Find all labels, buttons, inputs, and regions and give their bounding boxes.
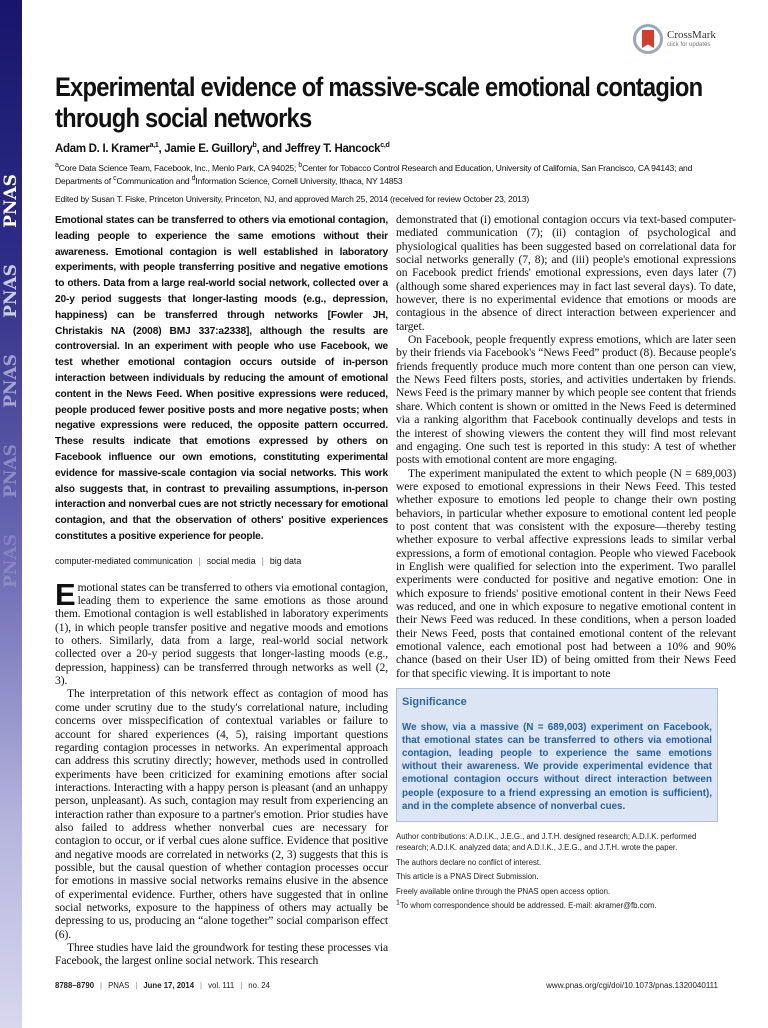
two-column-body [55, 213, 736, 968]
significance-text: We show, via a massive (N = 689,003) experiment on Facebook, that emotional states can be transferred to others via emotional contagion, leading people to experience the same emotions without their awareness. We provide experimental evidence that emotional contagion occurs without direct interaction between people (exposure to a friend expressing an emotion is sufficient), and in the complete absence of nonverbal cues. [402, 722, 712, 812]
author-affil-sup: c,d [380, 142, 390, 150]
body-paragraph [55, 576, 388, 688]
submission-note: This article is a PNAS Direct Submission. [396, 872, 539, 882]
journal-name: PNAS [108, 980, 130, 990]
significance-title: Significance [402, 696, 467, 709]
author-list [55, 142, 736, 156]
keyword: big data [269, 555, 302, 566]
page-footer-citation: 8788–8790 | PNAS | June 17, 2014 | vol. 111 | no. 24 [55, 980, 270, 990]
author-sep: , [158, 143, 165, 155]
author-affil-sup: b [252, 142, 257, 150]
affil-text: Core Data Science Team, Facebook, Inc., Menlo Park, CA 94025; [58, 163, 299, 173]
author-name: Adam D. I. Kramer [55, 143, 150, 155]
doi-link[interactable]: www.pnas.org/cgi/doi/10.1073/pnas.1320040111 [546, 980, 718, 990]
author-affil-sup: a,1 [149, 142, 159, 150]
footnotes [396, 831, 718, 912]
affil-sup: c [113, 175, 117, 183]
affil-sup: b [298, 162, 303, 170]
access-note: Freely available online through the PNAS open access option. [396, 886, 611, 896]
body-paragraph: Three studies have laid the groundwork for testing these processes via Facebook, the largest online social network. This research [55, 941, 388, 968]
crossmark-label: CrossMark [667, 29, 716, 41]
footnote-sup: 1 [396, 899, 400, 907]
affil-text: Information Science, Cornell University, Ithaca, NY 14853 [195, 176, 403, 186]
crossmark-badge[interactable] [633, 24, 716, 54]
body-paragraph: demonstrated that (i) emotional contagion occurs via text-based computer-mediated communication (7); (ii) contagion of psychological and physiological qualities has been suggested based on correlational data for social networks generally (7, 8); and (iii) people's emotional expressions on Facebook predict friends' emotional expressions, even days later (7) (although some shared experiences may in fact last several days). To date, however, there is no experimental evidence that emotions or moods are contagious in the absence of direct interaction between experiencer and target. [396, 213, 736, 333]
pnas-logo: PNAS [1, 174, 21, 228]
keyword: social media [206, 555, 256, 566]
body-left-column [55, 576, 388, 968]
correspondence-note [396, 900, 718, 912]
affil-text: Communication and [116, 176, 192, 186]
author-sep: , and [256, 143, 285, 155]
page-footer [55, 980, 718, 1011]
right-column [396, 213, 736, 915]
author-contributions: Author contributions: A.D.I.K., J.E.G., and J.T.H. designed research; A.D.I.K. performed research; A.D.I.K. analyzed data; and A.D.I.K., J.E.G., and J.T.H. wrote the paper. [396, 831, 697, 853]
pnas-logo-repeat: PNAS [1, 264, 21, 318]
affiliations [55, 162, 736, 188]
body-paragraph: The interpretation of this network effect as contagion of mood has come under scrutiny due to the study's correlational nature, including concerns over misspecification of contextual variables or failure to account for shared experiences (4, 5), raising important questions regarding contagion processes in networks. An experimental approach can address this scrutiny directly; however, methods used in controlled experiments have been criticized for examining emotions after social interactions. Interacting with a happy person is pleasant (and an unhappy person, unpleasant). As such, contagion may result from experiencing an interaction rather than exposure to a partner's emotion. Prior studies have also failed to address whether nonverbal cues are necessary for contagion to occur, or if verbal cues alone suffice. Evidence that positive and negative moods are correlated in networks (2, 3) suggests that this is possible, but the causal question of whether contagion processes occur for emotions in massive social networks remains elusive in the absence of experimental evidence. Further, others have suggested that in online social networks, exposure to the happiness of others may actually be depressing to us, producing an “alone together” social comparison effect (6). [55, 687, 388, 941]
body-paragraph: The experiment manipulated the extent to which people (N = 689,003) were exposed to emotional expressions in their News Feed. This tested whether exposure to emotions led people to change their own posting behaviors, in particular whether exposure to emotional content led people to post content that was consistent with the exposure—thereby testing whether exposure to verbal affective expressions leads to similar verbal expressions, a form of emotional contagion. People who viewed Facebook in English were qualified for selection into the experiment. Two parallel experiments were conducted for positive and negative emotion: One in which exposure to friends' positive emotional content in their News Feed was reduced, and one in which exposure to negative emotional content in their News Feed was reduced. In these conditions, when a person loaded their News Feed, posts that contained emotional content of the relevant emotional valence, each emotional post had between a 10% and 90% chance (based on their User ID) of being omitted from their News Feed for that specific viewing. It is important to note [396, 466, 736, 680]
edited-by: Edited by Susan T. Fiske, Princeton University, Princeton, NJ, and approved March 25, 2014 (received for review October 23, 2013) [55, 194, 530, 204]
journal-sidebar-band [0, 0, 22, 1028]
conflict-statement: The authors declare no conflict of interest. [396, 857, 542, 867]
paper-title: Experimental evidence of massive-scale emotional contagion through social networks [55, 72, 703, 133]
correspondence-text: To whom correspondence should be addressed. E-mail: akramer@fb.com. [399, 901, 657, 911]
abstract: Emotional states can be transferred to others via emotional contagion, leading people to experience the same emotions without their awareness. Emotional contagion is well established in laboratory experiments, with people transferring positive and negative emotions to others. Data from a large real-world social network, collected over a 20-y period suggests that longer-lasting moods (e.g., depression, happiness) can be transferred through networks [Fowler JH, Christakis NA (2008) BMJ 337:a2338], although the results are controversial. In an experiment with people who use Facebook, we test whether emotional contagion occurs outside of in-person interaction between individuals by reducing the amount of emotional content in the News Feed. When positive expressions were reduced, people produced fewer positive posts and more negative posts; when negative expressions were reduced, the opposite pattern occurred. These results indicate that emotions expressed by others on Facebook influence our own emotions, constituting experimental evidence for massive-scale contagion via social networks. This work also suggests that, in contrast to prevailing assumptions, in-person interaction and nonverbal cues are not strictly necessary for emotional contagion, and that the observation of others' positive experiences constitutes a positive experience for people. [55, 215, 388, 542]
keyword: computer-mediated communication [55, 555, 193, 566]
issue-number: no. 24 [248, 980, 270, 990]
page-range: 8788–8790 [55, 980, 95, 990]
significance-box [396, 688, 718, 822]
volume: vol. 111 [208, 980, 235, 990]
drop-cap: E [55, 576, 76, 612]
pnas-logo-repeat: PNAS [1, 444, 21, 498]
crossmark-sub: click for updates [667, 42, 711, 48]
affil-sup: a [55, 162, 59, 170]
keywords: computer-mediated communication | social media | big data [55, 555, 302, 566]
crossmark-icon [633, 24, 663, 54]
affil-sup: d [191, 175, 196, 183]
author-name: Jeffrey T. Hancock [284, 143, 381, 155]
affil-text: Center for Tobacco Control Research and Education, University of California, San Francisco, CA 94143; and Departments of [55, 163, 693, 186]
paragraph-text: motional states can be transferred to others via emotional contagion, leading them to experience the same emotions as those around them. Emotional contagion is well established in laboratory experiments (1), in which people transfer positive and negative moods and emotions to others. Similarly, data from a large, real-world social network collected over a 20-y period suggests that longer-lasting moods (e.g., depression, happiness) can be transferred through networks as well (2, 3). [55, 580, 388, 688]
pnas-logo-repeat: PNAS [1, 534, 21, 588]
body-paragraph: On Facebook, people frequently express emotions, which are later seen by their friends via Facebook's “News Feed” product (8). Because people's friends frequently produce much more content than one person can view, the News Feed filters posts, stories, and activities undertaken by friends. News Feed is the primary manner by which people see content that friends share. Which content is shown or omitted in the News Feed is determined via a ranking algorithm that Facebook continually develops and tests in the interest of showing viewers the content they will find most relevant and engaging. One such test is reported in this study: A test of whether posts with emotional content are more engaging. [396, 333, 736, 467]
body-right-column [396, 213, 736, 680]
article-page [55, 72, 736, 1011]
pnas-logo-repeat: PNAS [1, 354, 21, 408]
issue-date: June 17, 2014 [143, 980, 195, 990]
left-column [55, 213, 388, 968]
author-name: Jamie E. Guillory [164, 143, 253, 155]
